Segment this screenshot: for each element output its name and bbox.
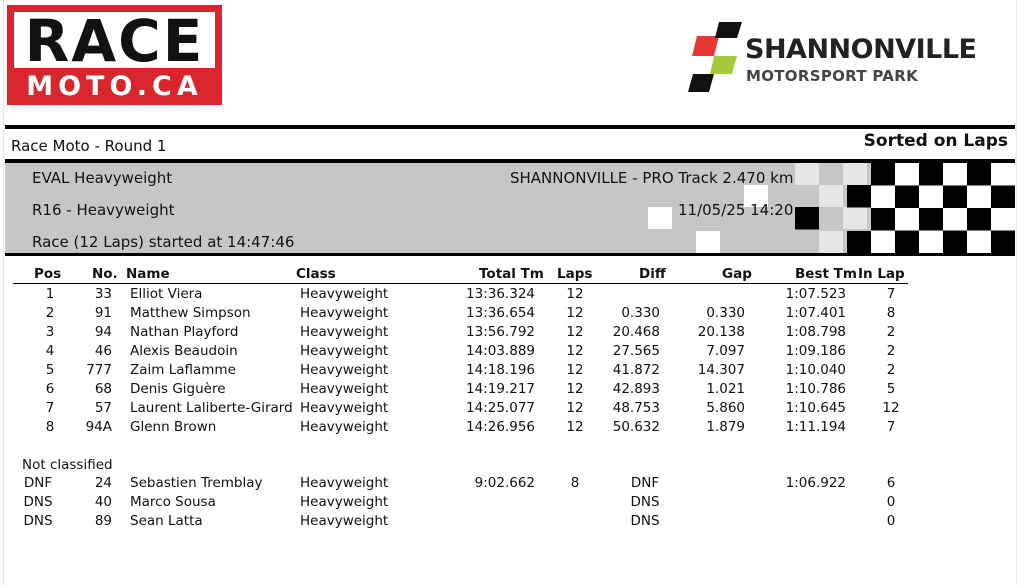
not-classified-label: Not classified xyxy=(22,457,113,473)
cell-inlap: 8 xyxy=(886,305,896,321)
cell-inlap: 2 xyxy=(886,362,896,378)
cell-name: Alexis Beaudoin xyxy=(130,343,238,359)
cell-gap: 0.330 xyxy=(706,305,745,321)
table-row xyxy=(0,418,1024,437)
cell-diff: DNS xyxy=(630,513,660,529)
cell-pos: 6 xyxy=(45,381,55,397)
cell-name: Laurent Laliberte-Girard xyxy=(130,400,293,416)
cell-diff: 20.468 xyxy=(612,324,660,340)
cell-class: Heavyweight xyxy=(300,343,389,359)
event-class-name: EVAL Heavyweight xyxy=(32,169,173,187)
cell-name: Nathan Playford xyxy=(130,324,239,340)
table-row xyxy=(0,342,1024,361)
cell-pos: DNS xyxy=(23,513,53,529)
cell-pos: 4 xyxy=(45,343,55,359)
cell-pos: 1 xyxy=(45,286,55,302)
cell-no: 40 xyxy=(94,494,112,510)
cell-gap: 1.879 xyxy=(706,419,745,435)
cell-total: 13:36.654 xyxy=(466,305,535,321)
table-row xyxy=(0,380,1024,399)
cell-diff: 50.632 xyxy=(612,419,660,435)
cell-name: Glenn Brown xyxy=(130,419,217,435)
col-header-laps: Laps xyxy=(557,266,593,282)
cell-no: 94A xyxy=(85,419,112,435)
cell-gap: 5.860 xyxy=(706,400,745,416)
cell-class: Heavyweight xyxy=(300,286,389,302)
event-track: SHANNONVILLE - PRO Track 2.470 km xyxy=(510,169,794,187)
cell-no: 94 xyxy=(94,324,112,340)
cell-name: Denis Giguère xyxy=(130,381,226,397)
cell-name: Matthew Simpson xyxy=(130,305,251,321)
cell-diff: 27.565 xyxy=(612,343,660,359)
cell-class: Heavyweight xyxy=(300,324,389,340)
cell-no: 68 xyxy=(94,381,112,397)
cell-best: 1:10.786 xyxy=(785,381,846,397)
header-rule-top xyxy=(5,125,1015,129)
cell-inlap: 7 xyxy=(886,419,896,435)
table-row xyxy=(0,474,1024,493)
race-moto-logo-moto: MOTO.CA xyxy=(26,71,203,102)
cell-total: 14:19.217 xyxy=(466,381,535,397)
cell-class: Heavyweight xyxy=(300,362,389,378)
cell-inlap: 6 xyxy=(886,475,896,491)
cell-laps: 8 xyxy=(570,475,580,491)
table-row xyxy=(0,304,1024,323)
event-race-info: Race (12 Laps) started at 14:47:46 xyxy=(32,233,295,251)
cell-laps: 12 xyxy=(566,324,584,340)
cell-name: Sebastien Tremblay xyxy=(130,475,263,491)
cell-name: Elliot Viera xyxy=(130,286,203,302)
event-race-class: R16 - Heavyweight xyxy=(32,201,175,219)
checkered-flag-icon xyxy=(688,22,746,92)
cell-diff: 48.753 xyxy=(612,400,660,416)
cell-diff: DNS xyxy=(630,494,660,510)
cell-best: 1:07.523 xyxy=(785,286,846,302)
cell-total: 9:02.662 xyxy=(474,475,535,491)
col-header-class: Class xyxy=(296,266,336,282)
cell-best: 1:06.922 xyxy=(785,475,846,491)
cell-best: 1:07.401 xyxy=(785,305,846,321)
cell-diff: 0.330 xyxy=(621,305,660,321)
cell-best: 1:10.040 xyxy=(785,362,846,378)
event-datetime: 11/05/25 14:20 xyxy=(678,201,794,219)
cell-inlap: 12 xyxy=(882,400,900,416)
cell-laps: 12 xyxy=(566,419,584,435)
cell-total: 14:18.196 xyxy=(466,362,535,378)
cell-laps: 12 xyxy=(566,305,584,321)
cell-gap: 20.138 xyxy=(697,324,745,340)
race-moto-logo xyxy=(7,5,222,105)
cell-class: Heavyweight xyxy=(300,419,389,435)
table-row xyxy=(0,361,1024,380)
table-header-rule xyxy=(13,283,908,284)
cell-pos: 7 xyxy=(45,400,55,416)
cell-name: Zaim Laflamme xyxy=(130,362,236,378)
cell-class: Heavyweight xyxy=(300,400,389,416)
cell-no: 57 xyxy=(94,400,112,416)
cell-laps: 12 xyxy=(566,286,584,302)
cell-total: 13:36.324 xyxy=(466,286,535,302)
cell-class: Heavyweight xyxy=(300,305,389,321)
cell-laps: 12 xyxy=(566,343,584,359)
cell-no: 89 xyxy=(94,513,112,529)
cell-gap: 14.307 xyxy=(697,362,745,378)
cell-no: 777 xyxy=(86,362,112,378)
table-row xyxy=(0,512,1024,531)
cell-gap: 1.021 xyxy=(706,381,745,397)
cell-best: 1:09.186 xyxy=(785,343,846,359)
cell-inlap: 2 xyxy=(886,343,896,359)
cell-no: 46 xyxy=(94,343,112,359)
col-header-no: No. xyxy=(92,266,118,282)
col-header-inlap: In Lap xyxy=(858,266,905,282)
cell-total: 14:25.077 xyxy=(466,400,535,416)
table-row xyxy=(0,285,1024,304)
shannonville-logo-sub: MOTORSPORT PARK xyxy=(746,67,918,85)
table-row xyxy=(0,399,1024,418)
cell-best: 1:08.798 xyxy=(785,324,846,340)
band-rule-bottom xyxy=(5,253,1015,256)
cell-no: 33 xyxy=(94,286,112,302)
cell-name: Sean Latta xyxy=(130,513,203,529)
cell-pos: 8 xyxy=(45,419,55,435)
cell-best: 1:11.194 xyxy=(785,419,846,435)
col-header-best: Best Tm xyxy=(795,266,857,282)
cell-total: 13:56.792 xyxy=(466,324,535,340)
shannonville-logo xyxy=(688,22,1013,94)
col-header-pos: Pos xyxy=(34,266,62,282)
cell-class: Heavyweight xyxy=(300,381,389,397)
cell-laps: 12 xyxy=(566,381,584,397)
cell-pos: 5 xyxy=(45,362,55,378)
cell-inlap: 7 xyxy=(886,286,896,302)
event-info-band xyxy=(5,163,1015,253)
cell-no: 24 xyxy=(94,475,112,491)
cell-pos: DNF xyxy=(23,475,53,491)
cell-class: Heavyweight xyxy=(300,475,389,491)
race-moto-logo-race: RACE xyxy=(24,7,205,75)
col-header-diff: Diff xyxy=(639,266,666,282)
cell-no: 91 xyxy=(94,305,112,321)
cell-gap: 7.097 xyxy=(706,343,745,359)
cell-name: Marco Sousa xyxy=(130,494,216,510)
col-header-total: Total Tm xyxy=(479,266,544,282)
col-header-name: Name xyxy=(126,266,170,282)
cell-inlap: 2 xyxy=(886,324,896,340)
cell-inlap: 0 xyxy=(886,494,896,510)
sort-label: Sorted on Laps xyxy=(863,131,1008,151)
cell-diff: 42.893 xyxy=(612,381,660,397)
cell-pos: DNS xyxy=(23,494,53,510)
cell-class: Heavyweight xyxy=(300,494,389,510)
table-row xyxy=(0,493,1024,512)
cell-laps: 12 xyxy=(566,362,584,378)
cell-total: 14:03.889 xyxy=(466,343,535,359)
cell-inlap: 5 xyxy=(886,381,896,397)
cell-best: 1:10.645 xyxy=(785,400,846,416)
page-title: Race Moto - Round 1 xyxy=(11,137,167,155)
table-row xyxy=(0,323,1024,342)
col-header-gap: Gap xyxy=(722,266,752,282)
cell-diff: DNF xyxy=(630,475,660,491)
cell-total: 14:26.956 xyxy=(466,419,535,435)
cell-pos: 3 xyxy=(45,324,55,340)
cell-inlap: 0 xyxy=(886,513,896,529)
cell-laps: 12 xyxy=(566,400,584,416)
shannonville-logo-name: SHANNONVILLE xyxy=(745,34,977,65)
cell-pos: 2 xyxy=(45,305,55,321)
race-moto-logo-panel xyxy=(14,7,215,75)
cell-class: Heavyweight xyxy=(300,513,389,529)
cell-diff: 41.872 xyxy=(612,362,660,378)
